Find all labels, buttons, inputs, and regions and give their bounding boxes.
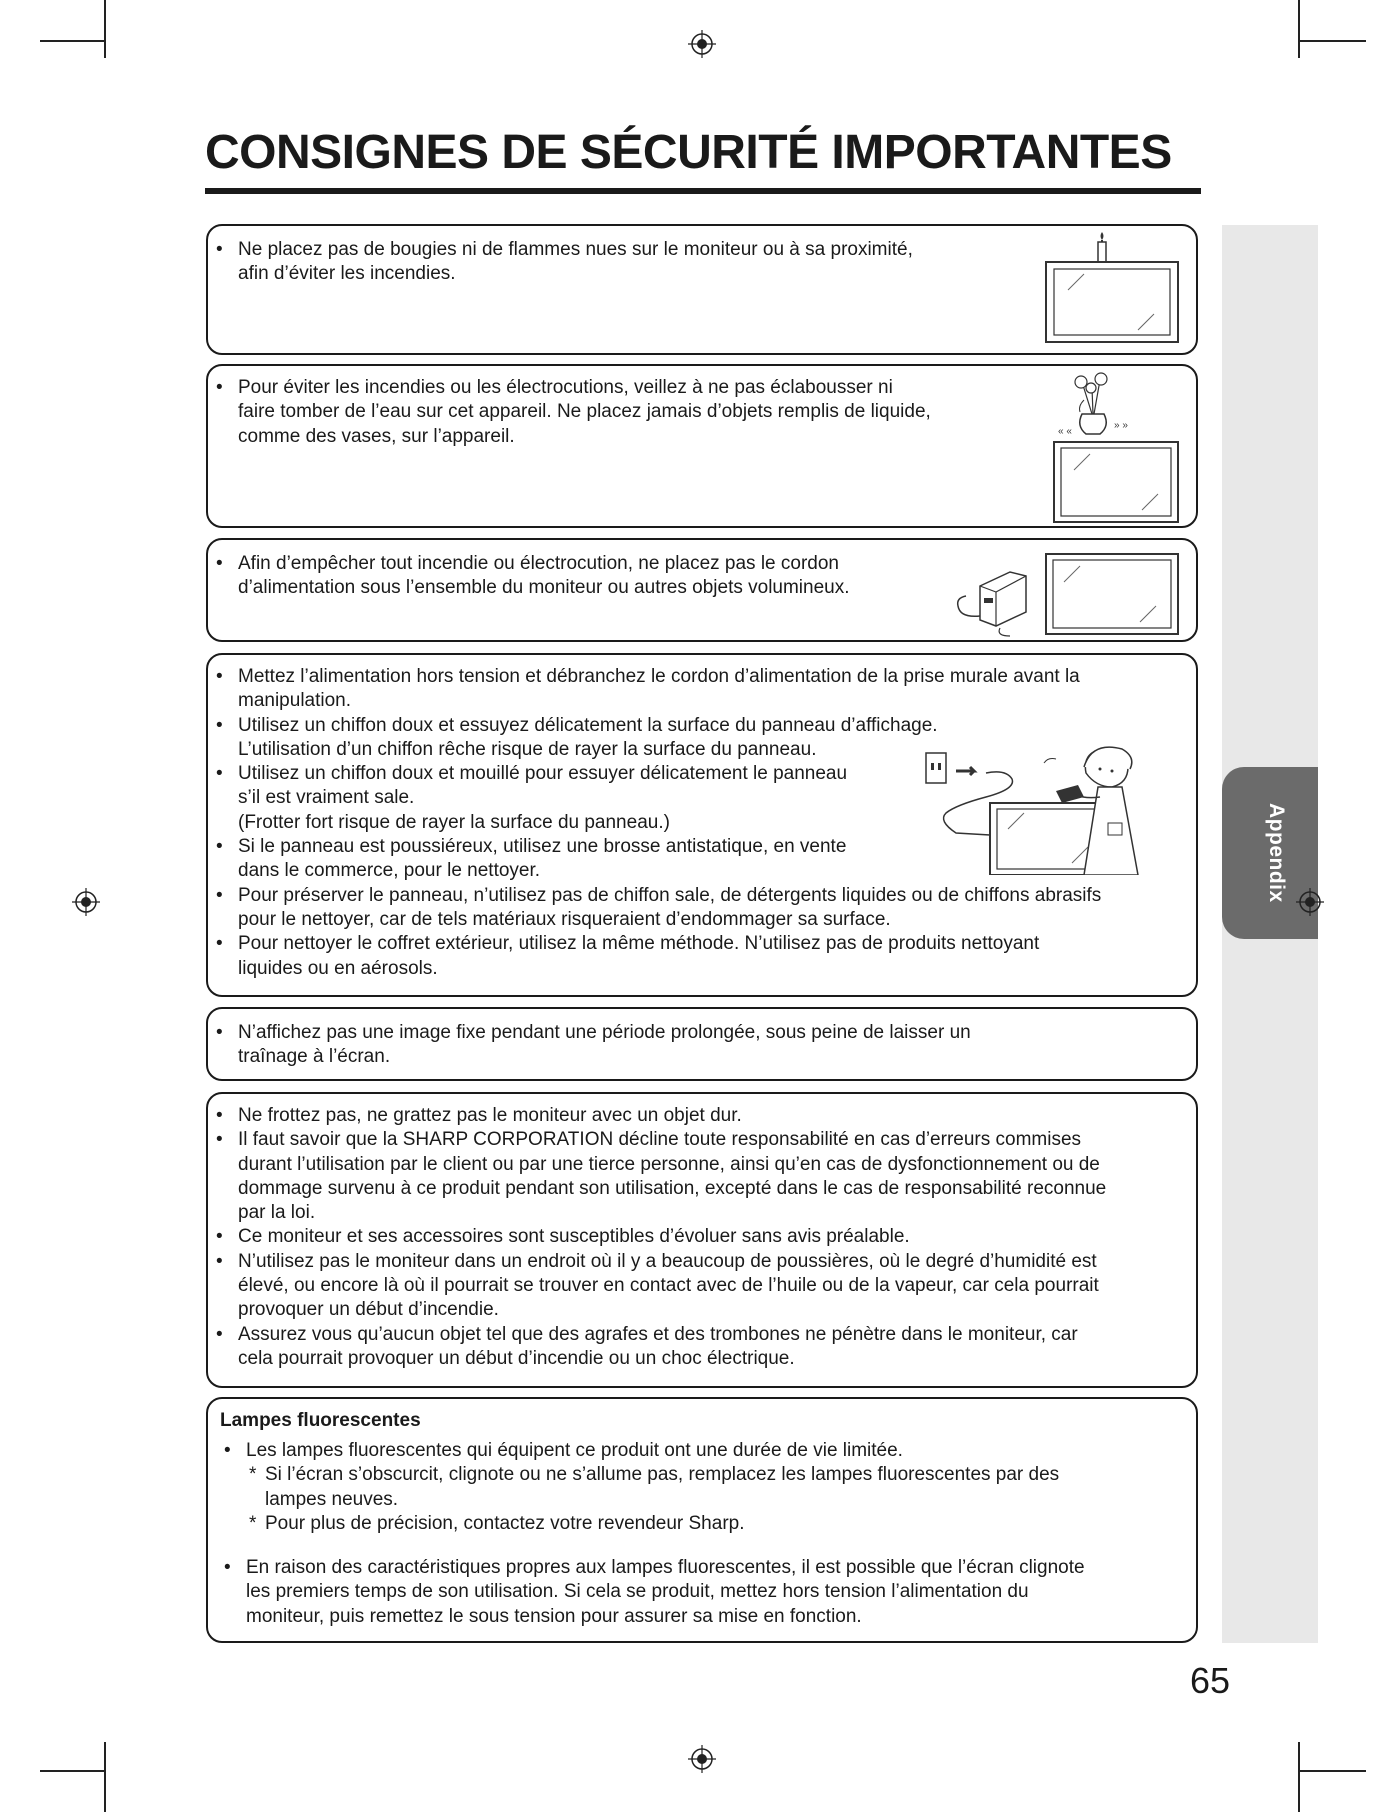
- svg-text:« «: « «: [1058, 426, 1072, 437]
- candle-on-monitor-icon: [1034, 230, 1184, 350]
- crop-mark: [1300, 1770, 1366, 1772]
- registration-mark-icon: [1296, 888, 1324, 916]
- safety-box-candles: [206, 224, 1198, 355]
- list-item: • Ne frottez pas, ne grattez pas le moniteur avec un objet dur.: [208, 1104, 1196, 1128]
- registration-mark-icon: [688, 1745, 716, 1773]
- list-item: • Ne placez pas de bougies ni de flammes nues sur le moniteur ou à sa proximité, afin d’éviter les incendies.: [208, 238, 1196, 287]
- svg-text:» »: » »: [1114, 420, 1128, 431]
- safety-box-cleaning: [206, 653, 1198, 997]
- safety-box-vases: [206, 364, 1198, 528]
- safety-box-general: [206, 1092, 1198, 1388]
- list-item: • N’utilisez pas le moniteur dans un endroit où il y a beaucoup de poussières, où le degré d’humidité est élevé, ou encore là où il pourrait se trouver en contact avec de l’huile ou de la vapeur, car cela pourrait provoquer un début d’incendie.: [208, 1250, 1196, 1323]
- crop-mark: [104, 1742, 106, 1812]
- crop-mark: [1298, 1742, 1300, 1812]
- power-cord-under-monitor-icon: [940, 546, 1190, 638]
- person-cleaning-monitor-icon: [916, 743, 1178, 875]
- note-item: * Si l’écran s’obscurcit, clignote ou ne s’allume pas, remplacez les lampes fluorescentes par des lampes neuves.: [249, 1464, 1060, 1510]
- list-item: • Assurez vous qu’aucun objet tel que des agrafes et des trombones ne pénètre dans le moniteur, car cela pourrait provoquer un début d’incendie ou un choc électrique.: [208, 1323, 1196, 1372]
- list-item: • Les lampes fluorescentes qui équipent ce produit ont une durée de vie limitée.: [216, 1439, 1196, 1463]
- note-item: * Pour plus de précision, contactez votre revendeur Sharp.: [249, 1512, 745, 1534]
- crop-mark: [1300, 40, 1366, 42]
- list-item: • N’affichez pas une image fixe pendant une période prolongée, sous peine de laisser un traînage à l’écran.: [208, 1021, 1196, 1070]
- list-item: • Pour préserver le panneau, n’utilisez pas de chiffon sale, de détergents liquides ou de chiffons abrasifs pour le nettoyer, car de tels matériaux risqueraient d’endommager sa surface.: [208, 884, 1196, 933]
- safety-box-still-image: [206, 1007, 1198, 1081]
- page-title: CONSIGNES DE SÉCURITÉ IMPORTANTES: [205, 126, 1172, 179]
- list-item: • Afin d’empêcher tout incendie ou électrocution, ne placez pas le cordon d’alimentation sous l’ensemble du moniteur ou autres objets volumineux.: [208, 552, 1196, 601]
- list-item: • Si le panneau est poussiéreux, utilisez une brosse antistatique, en vente dans le commerce, pour le nettoyer.: [208, 835, 1196, 884]
- crop-mark: [40, 1770, 106, 1772]
- list-item: • Ce moniteur et ses accessoires sont susceptibles d’évoluer sans avis préalable.: [208, 1225, 1196, 1249]
- list-item: • Utilisez un chiffon doux et mouillé pour essuyer délicatement le panneau s’il est vraiment sale. (Frotter fort risque de rayer la surface du panneau.): [208, 762, 1196, 835]
- registration-mark-icon: [688, 30, 716, 58]
- appendix-tab-label: Appendix: [1265, 803, 1288, 903]
- list-item: • Pour nettoyer le coffret extérieur, utilisez la même méthode. N’utilisez pas de produits nettoyant liquides ou en aérosols.: [208, 932, 1196, 981]
- list-item: • Mettez l’alimentation hors tension et débranchez le cordon d’alimentation de la prise murale avant la manipulation.: [208, 665, 1196, 714]
- safety-box-fluorescent-lamps: [206, 1397, 1198, 1643]
- list-item: • En raison des caractéristiques propres aux lampes fluorescentes, il est possible que l’écran clignote les premiers temps de son utilisation. Si cela se produit, mettez hors tension l’alimentation du moniteur, puis remettez le sous tension pour assurer sa mise en fonction.: [216, 1556, 1196, 1629]
- title-rule: [205, 188, 1201, 194]
- crop-mark: [1298, 0, 1300, 58]
- list-item: • Il faut savoir que la SHARP CORPORATION décline toute responsabilité en cas d’erreurs commises durant l’utilisation par le client ou par une tierce personne, ainsi qu’en cas de dysfonctionnement ou de dommage survenu à ce produit pendant son utilisation, excepté dans le cas de responsabilité reconnue par la loi.: [208, 1128, 1196, 1225]
- safety-box-power-cord: [206, 538, 1198, 642]
- vase-on-monitor-icon: [1034, 370, 1184, 525]
- crop-mark: [104, 0, 106, 58]
- page-number: 65: [1190, 1660, 1231, 1701]
- list-item: • Pour éviter les incendies ou les électrocutions, veillez à ne pas éclabousser ni faire tomber de l’eau sur cet appareil. Ne placez jamais d’objets remplis de liquide, comme des vases, sur l’appareil.: [208, 376, 1196, 449]
- registration-mark-icon: [72, 888, 100, 916]
- crop-mark: [40, 40, 106, 42]
- section-heading: Lampes fluorescentes: [220, 1410, 421, 1431]
- list-item: • Utilisez un chiffon doux et essuyez délicatement la surface du panneau d’affichage. L’utilisation d’un chiffon rêche risque de rayer la surface du panneau.: [208, 714, 1196, 763]
